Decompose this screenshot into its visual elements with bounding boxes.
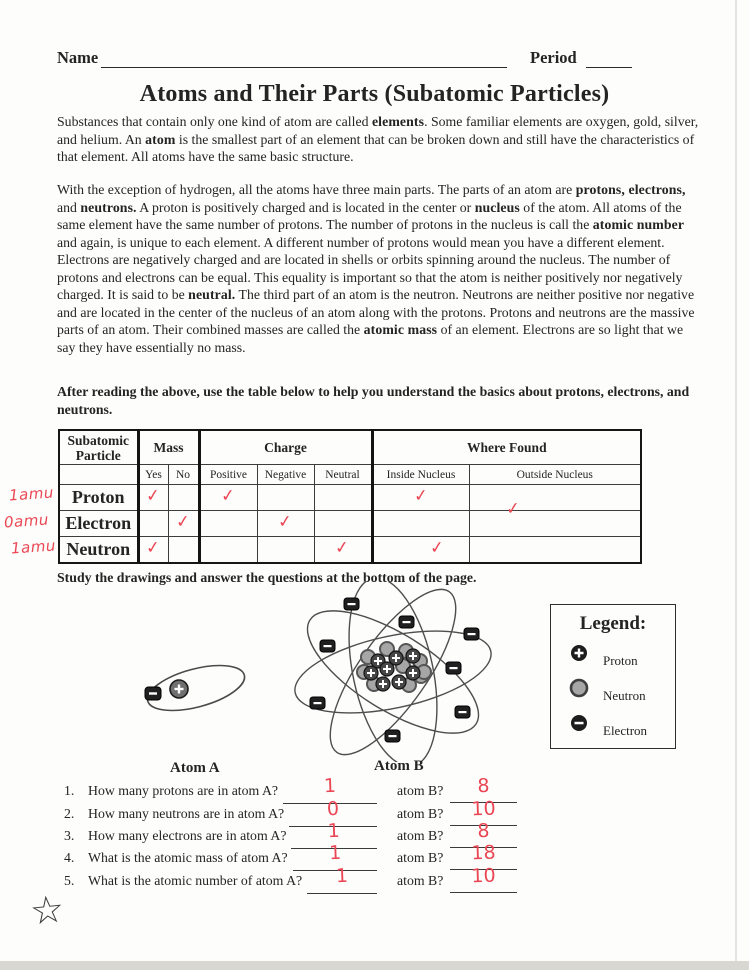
checkmark-icon: ✓ — [334, 536, 351, 559]
header-charge: Charge — [199, 430, 372, 465]
header-neutral: Neutral — [314, 465, 372, 485]
page-edge — [735, 0, 737, 970]
handwritten-answer: 1 — [328, 841, 342, 865]
row-label-proton: Proton — [59, 485, 138, 511]
cell-proton-positive — [199, 485, 257, 511]
margin-note-electron-mass: 0amu — [3, 510, 50, 532]
checkmark-icon: ✓ — [174, 510, 192, 533]
atom-b-prompt: atom B? — [397, 783, 444, 798]
cell-electron-outside — [469, 497, 641, 537]
answer-b-blank — [450, 864, 517, 893]
legend-title: Legend: — [579, 613, 647, 634]
proton-icon — [170, 680, 188, 698]
scan-bottom-edge — [0, 961, 749, 970]
handwritten-answer: 0 — [326, 797, 340, 821]
neutron-icon — [571, 680, 587, 696]
question-3: 3. How many electrons are in atom A? 1 atom B? 8 — [64, 828, 377, 849]
atom-a-drawing — [118, 645, 288, 740]
header-where-found: Where Found — [372, 430, 641, 465]
header-mass: Mass — [138, 430, 199, 465]
cell-proton-inside — [372, 485, 469, 511]
study-instruction: Study the drawings and answer the questions at the bottom of the page. — [57, 570, 477, 585]
cell-proton-neutral — [314, 485, 372, 511]
cell-proton-negative — [257, 485, 314, 511]
checkmark-icon: ✓ — [504, 497, 521, 520]
handwritten-answer: 10 — [471, 864, 496, 888]
handwritten-answer: 8 — [477, 774, 490, 798]
checkmark-icon: ✓ — [412, 484, 430, 507]
row-label-neutron: Neutron — [59, 537, 138, 564]
cell-proton-outside — [469, 485, 641, 511]
question-2: 2. How many neutrons are in atom A? 0 atom B? 10 — [64, 806, 377, 827]
checkmark-icon: ✓ — [428, 536, 446, 559]
atom-b-drawing — [278, 582, 513, 762]
name-blank-line — [101, 50, 507, 68]
checkmark-icon: ✓ — [277, 510, 294, 533]
cell-electron-negative — [257, 511, 314, 537]
atom-b-prompt: atom B? — [397, 806, 444, 821]
atom-b-prompt: atom B? — [397, 873, 444, 888]
intro-paragraph: Substances that contain only one kind of atom are called elements. Some familiar elements are oxygen, gold, silver, and helium. An atom is the smallest part of an element that can be broken down and still have the characteristics of that element. All atoms have the same basic structure. — [57, 114, 699, 164]
header-yes: Yes — [138, 465, 168, 485]
header-negative: Negative — [257, 465, 314, 485]
row-label-electron: Electron — [59, 511, 138, 537]
star-icon: ☆ — [27, 886, 67, 934]
cell-electron-positive — [199, 511, 257, 537]
margin-note-neutron-mass: 1amu — [10, 536, 57, 558]
legend-neutron-label: Neutron — [603, 688, 646, 703]
answer-a-blank — [307, 864, 377, 894]
handwritten-answer: 10 — [471, 797, 496, 821]
checkmark-icon: ✓ — [145, 484, 162, 507]
cell-proton-mass-no — [168, 485, 199, 511]
legend-electron-label: Electron — [603, 723, 648, 738]
legend-proton-label: Proton — [603, 653, 638, 668]
handwritten-answer: 18 — [471, 841, 496, 865]
header-subatomic-particle: Subatomic Particle — [59, 430, 138, 465]
cell-proton-mass-yes — [138, 485, 168, 511]
header-outside-nucleus: Outside Nucleus — [469, 465, 641, 485]
header-positive: Positive — [199, 465, 257, 485]
body-paragraph: With the exception of hydrogen, all the atoms have three main parts. The parts of an atom are protons, electrons, and neutrons. A proton is positively charged and is located in the center or nucleus of the atom. All atoms of the same element have the same number of protons. The number of protons in the nucleus is call the atomic number and again, is unique to each element. A different number of protons would mean you have a different element. Electrons are negatively charged and are located in shells or orbits spinning around the nucleus. The number of protons and electrons can be equal. This equality is important so that the atom is neither positively nor negatively charged. It is said to be neutral. The third part of an atom is the neutron. Neutrons are neither positive nor negative and are located in the center of the nucleus of an atom along with the protons. Protons and neutrons are the massive parts of an atom. Their combined masses are called the atomic mass of an element. Electrons are so light that we say they have essentially no mass. — [57, 182, 695, 355]
cell-neutron-inside — [372, 537, 469, 564]
cell-neutron-mass-no — [168, 537, 199, 564]
cell-neutron-mass-yes — [138, 537, 168, 564]
proton-icon — [571, 645, 587, 661]
cell-electron-mass-yes — [138, 511, 168, 537]
particles-table — [58, 429, 642, 564]
cell-electron-mass-no — [168, 511, 199, 537]
period-label: Period — [530, 48, 577, 67]
table-instruction: After reading the above, use the table below to help you understand the basics about protons, electrons, and neutrons. — [57, 384, 690, 417]
handwritten-answer: 8 — [477, 819, 490, 843]
electron-icon — [571, 715, 587, 731]
handwritten-answer: 1 — [327, 819, 341, 843]
question-4: 4. What is the atomic mass of atom A? 1 atom B? 18 — [64, 850, 377, 871]
atom-b-prompt: atom B? — [397, 828, 444, 843]
header-no: No — [168, 465, 199, 485]
electron-icon — [145, 687, 161, 700]
question-1: 1. How many protons are in atom A? 1 atom B? 8 — [64, 783, 377, 804]
period-blank-line — [586, 50, 632, 68]
handwritten-answer: 1 — [335, 864, 349, 888]
checkmark-icon: ✓ — [220, 484, 237, 507]
cell-electron-neutral — [314, 511, 372, 537]
cell-neutron-outside — [469, 537, 641, 564]
cell-neutron-neutral — [314, 537, 372, 564]
header-inside-nucleus: Inside Nucleus — [372, 465, 469, 485]
atom-a-label: Atom A — [170, 760, 220, 776]
legend-box — [550, 604, 676, 749]
question-5: 5. What is the atomic number of atom A? 1 atom B? 10 — [64, 873, 377, 894]
name-label: Name — [57, 48, 99, 67]
cell-electron-inside — [372, 511, 469, 537]
cell-neutron-positive — [199, 537, 257, 564]
atom-b-label: Atom B — [374, 758, 424, 774]
margin-note-proton-mass: 1amu — [8, 483, 55, 505]
header-empty — [59, 465, 138, 485]
handwritten-answer: 1 — [323, 774, 337, 798]
page-title: Atoms and Their Parts (Subatomic Particles) — [139, 81, 610, 107]
checkmark-icon: ✓ — [145, 536, 162, 559]
cell-neutron-negative — [257, 537, 314, 564]
atom-b-prompt: atom B? — [397, 850, 444, 865]
